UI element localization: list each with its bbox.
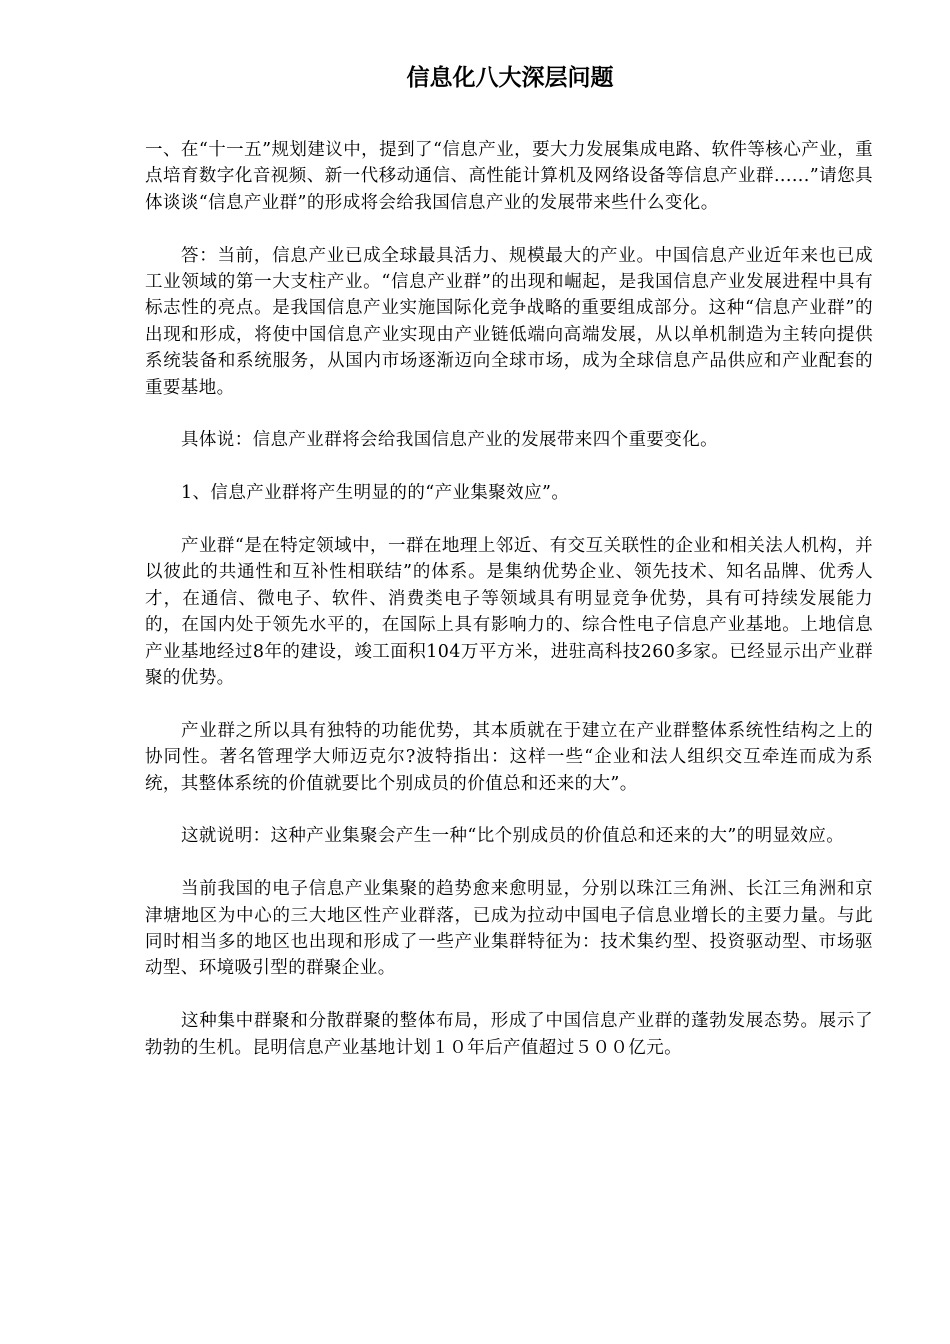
body-paragraph: 这种集中群聚和分散群聚的整体布局，形成了中国信息产业群的蓬勃发展态势。展示了勃勃的生机。昆明信息产业基地计划１０年后产值超过５００亿元。 (145, 1011, 873, 1058)
paragraph-spacer (145, 850, 873, 876)
answer-paragraph: 答：当前，信息产业已成全球最具活力、规模最大的产业。中国信息产业近年来也已成工业领域的第一大支柱产业。“信息产业群”的出现和崛起，是我国信息产业发展进程中具有标志性的亮点。是我国信息产业实施国际化竞争战略的重要组成部分。这种“信息产业群”的出现和形成，将使中国信息产业实现由产业链低端向高端发展，从以单机制造为主转向提供系统装备和系统服务，从国内市场逐渐迈向全球市场，成为全球信息产品供应和产业配套的重要基地。 (145, 245, 873, 398)
paragraph-spacer (145, 216, 873, 242)
paragraph-spacer (145, 691, 873, 717)
paragraph-spacer (145, 507, 873, 533)
paragraph-spacer (145, 454, 873, 480)
paragraph-spacer (145, 401, 873, 427)
paragraph-spacer (145, 982, 873, 1008)
point-heading-1: 1、信息产业群将产生明显的的“产业集聚效应”。 (181, 483, 570, 504)
document-title: 信息化八大深层问题 (406, 65, 614, 91)
body-paragraph: 产业群“是在特定领域中，一群在地理上邻近、有交互关联性的企业和相关法人机构，并以彼此的共通性和互补性相联结”的体系。是集纳优势企业、领先技术、知名品牌、优秀人才，在通信、微电子、软件、消费类电子等领域具有明显竞争优势，具有可持续发展能力的，在国内处于领先水平的，在国际上具有影响力的、综合性电子信息产业基地。上地信息产业基地经过8年的建设，竣工面积104万平方米，进驻高科技260多家。已经显示出产业群聚的优势。 (145, 536, 873, 689)
body-paragraph: 这就说明：这种产业集聚会产生一种“比个别成员的价值总和还来的大”的明显效应。 (181, 826, 845, 847)
question-paragraph: 一、在“十一五”规划建议中，提到了“信息产业，要大力发展集成电路、软件等核心产业，重点培育数字化音视频、新一代移动通信、高性能计算机及网络设备等信息产业群......”请您具体谈谈“信息产业群”的形成将会给我国信息产业的发展带来些什么变化。 (145, 140, 873, 213)
body-paragraph: 产业群之所以具有独特的功能优势，其本质就在于建立在产业群整体系统性结构之上的协同性。著名管理学大师迈克尔?波特指出：这样一些“企业和法人组织交互牵连而成为系统，其整体系统的价值就要比个别成员的价值总和还来的大”。 (145, 720, 873, 794)
paragraph-spacer (145, 797, 873, 823)
summary-paragraph: 具体说：信息产业群将会给我国信息产业的发展带来四个重要变化。 (181, 430, 718, 451)
document-body (145, 137, 873, 1061)
body-paragraph: 当前我国的电子信息产业集聚的趋势愈来愈明显，分别以珠江三角洲、长江三角洲和京津塘地区为中心的三大地区性产业群落，已成为拉动中国电子信息业增长的主要力量。与此同时相当多的地区也出现和形成了一些产业集群特征为：技术集约型、投资驱动型、市场驱动型、环境吸引型的群聚企业。 (145, 879, 873, 979)
